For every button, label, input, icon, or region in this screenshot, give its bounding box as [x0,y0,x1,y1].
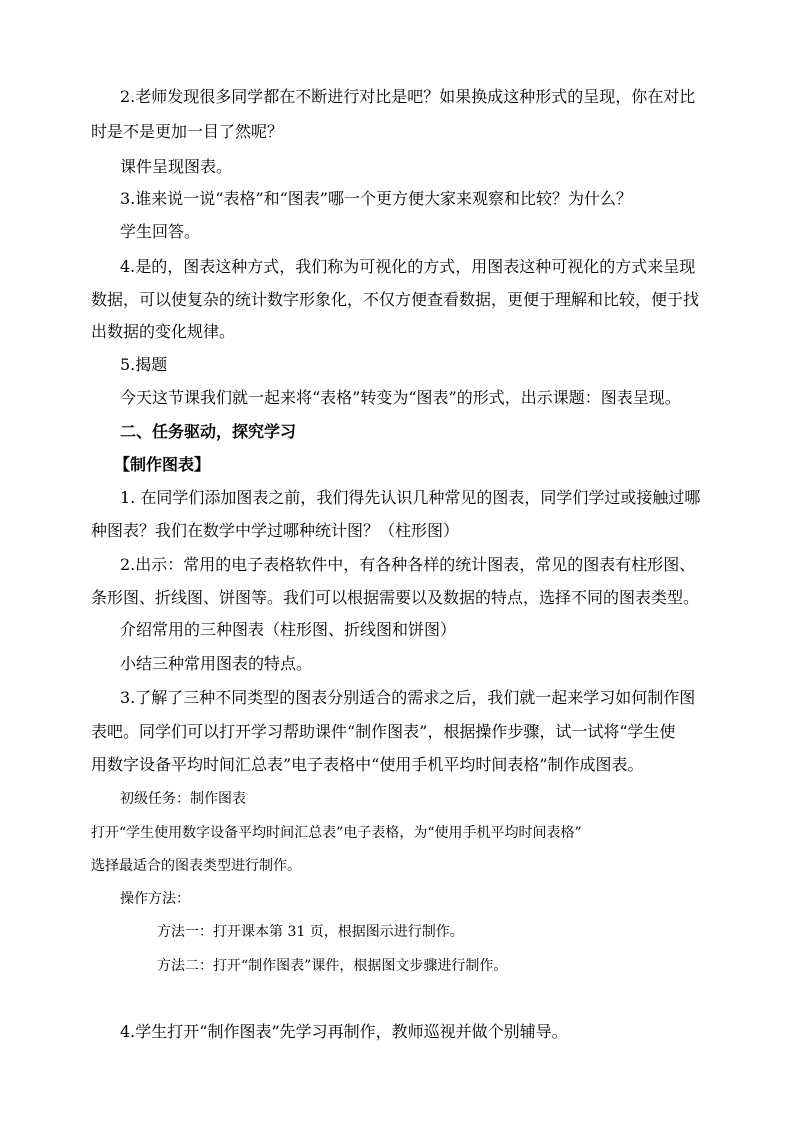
question-1-line-1: 1. 在同学们添加图表之前，我们得先认识几种常见的图表，同学们学过或接触过哪 [120,488,701,507]
question-3-line-3: 用数字设备平均时间汇总表”电子表格中“使用手机平均时间表格”制作成图表。 [91,755,644,774]
paragraph-5: 5.揭题 [120,355,168,374]
question-1-line-2: 种图表？我们在数学中学过哪种统计图？（柱形图） [91,521,460,540]
question-4: 4.学生打开“制作图表”先学习再制作，教师巡视并做个别辅导。 [120,1022,568,1041]
task-title: 初级任务：制作图表 [120,791,246,807]
make-chart-heading: 【制作图表】 [114,455,211,474]
paragraph-2-line-2: 时是不是更加一目了然呢？ [91,122,284,141]
method-2: 方法二：打开“制作图表”课件，根据图文步骤进行制作。 [157,958,508,974]
intro-three-charts: 介绍常用的三种图表（柱形图、折线图和饼图） [120,620,457,639]
paragraph-4-line-1: 4.是的，图表这种方式，我们称为可视化的方式，用图表这种可视化的方式来呈现 [120,257,696,276]
question-3-line-2: 表吧。同学们可以打开学习帮助课件“制作图表”，根据操作步骤，试一试将“学生使 [91,722,676,741]
method-1: 方法一：打开课本第 31 页，根据图示进行制作。 [157,924,464,940]
paragraph-4-line-2: 数据，可以使复杂的统计数字形象化，不仅方便查看数据，更便于理解和比较，便于找 [91,290,700,309]
paragraph-2-line-1: 2.老师发现很多同学都在不断进行对比是吧？如果换成这种形式的呈现，你在对比 [120,87,696,106]
paragraph-5-text: 今天这节课我们就一起来将“表格”转变为“图表”的形式，出示课题：图表呈现。 [120,388,681,407]
question-2-line-1: 2.出示：常用的电子表格软件中，有各种各样的统计图表，常见的图表有柱形图、 [120,555,696,574]
student-answer: 学生回答。 [120,222,201,241]
summary-three-charts: 小结三种常用图表的特点。 [120,654,313,673]
question-3-line-1: 3.了解了三种不同类型的图表分别适合的需求之后，我们就一起来学习如何制作图 [120,688,696,707]
question-2-line-2: 条形图、折线图、饼图等。我们可以根据需要以及数据的特点，选择不同的图表类型。 [91,588,700,607]
task-line-2: 选择最适合的图表类型进行制作。 [91,858,301,874]
courseware-show: 课件呈现图表。 [120,157,233,176]
task-line-1: 打开“学生使用数字设备平均时间汇总表”电子表格，为“使用手机平均时间表格” [91,825,582,841]
section-2-heading: 二、任务驱动，探究学习 [120,422,297,441]
paragraph-3: 3.谁来说一说“表格”和“图表”哪一个更方便大家来观察和比较？为什么？ [120,189,632,208]
method-label: 操作方法： [120,891,190,907]
paragraph-4-line-3: 出数据的变化规律。 [91,322,236,341]
